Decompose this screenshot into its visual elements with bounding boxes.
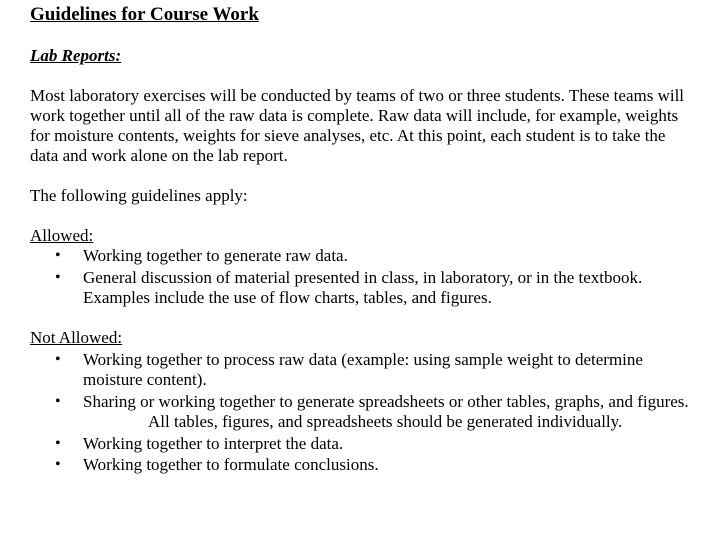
not-allowed-item-1-line-2: moisture content). bbox=[83, 370, 207, 389]
not-allowed-item-3: Working together to interpret the data. bbox=[83, 434, 344, 453]
bullet-icon: • bbox=[55, 456, 61, 473]
intro-line-2: work together until all of the raw data is complete. Raw data will include, for example, weights bbox=[30, 106, 679, 125]
intro-line-3: for moisture contents, weights for sieve analyses, etc. At this point, each student is to take the bbox=[30, 126, 666, 145]
intro-line-1: Most laboratory exercises will be conducted by teams of two or three students. These teams will bbox=[30, 86, 685, 105]
guidelines-intro: The following guidelines apply: bbox=[30, 186, 248, 205]
bullet-icon: • bbox=[55, 269, 61, 286]
not-allowed-item-1-line-1: Working together to process raw data (example: using sample weight to determine bbox=[83, 350, 643, 369]
allowed-item-2-line-1: General discussion of material presented in class, in laboratory, or in the textbook. bbox=[83, 268, 643, 287]
page-title: Guidelines for Course Work bbox=[30, 4, 259, 25]
intro-line-4: data and work alone on the lab report. bbox=[30, 146, 288, 165]
bullet-icon: • bbox=[55, 393, 61, 410]
section-heading-lab-reports: Lab Reports: bbox=[30, 46, 122, 65]
not-allowed-item-2-line-2: All tables, figures, and spreadsheets should be generated individually. bbox=[148, 412, 623, 431]
bullet-icon: • bbox=[55, 351, 61, 368]
not-allowed-item-2-line-1: Sharing or working together to generate spreadsheets or other tables, graphs, and figures. bbox=[83, 392, 689, 411]
bullet-icon: • bbox=[55, 247, 61, 264]
allowed-item-2-line-2: Examples include the use of flow charts, tables, and figures. bbox=[83, 288, 492, 307]
bullet-icon: • bbox=[55, 435, 61, 452]
allowed-item-1: Working together to generate raw data. bbox=[83, 246, 348, 265]
allowed-heading: Allowed: bbox=[30, 226, 94, 245]
not-allowed-heading: Not Allowed: bbox=[30, 328, 123, 347]
not-allowed-item-4: Working together to formulate conclusions. bbox=[83, 455, 379, 474]
